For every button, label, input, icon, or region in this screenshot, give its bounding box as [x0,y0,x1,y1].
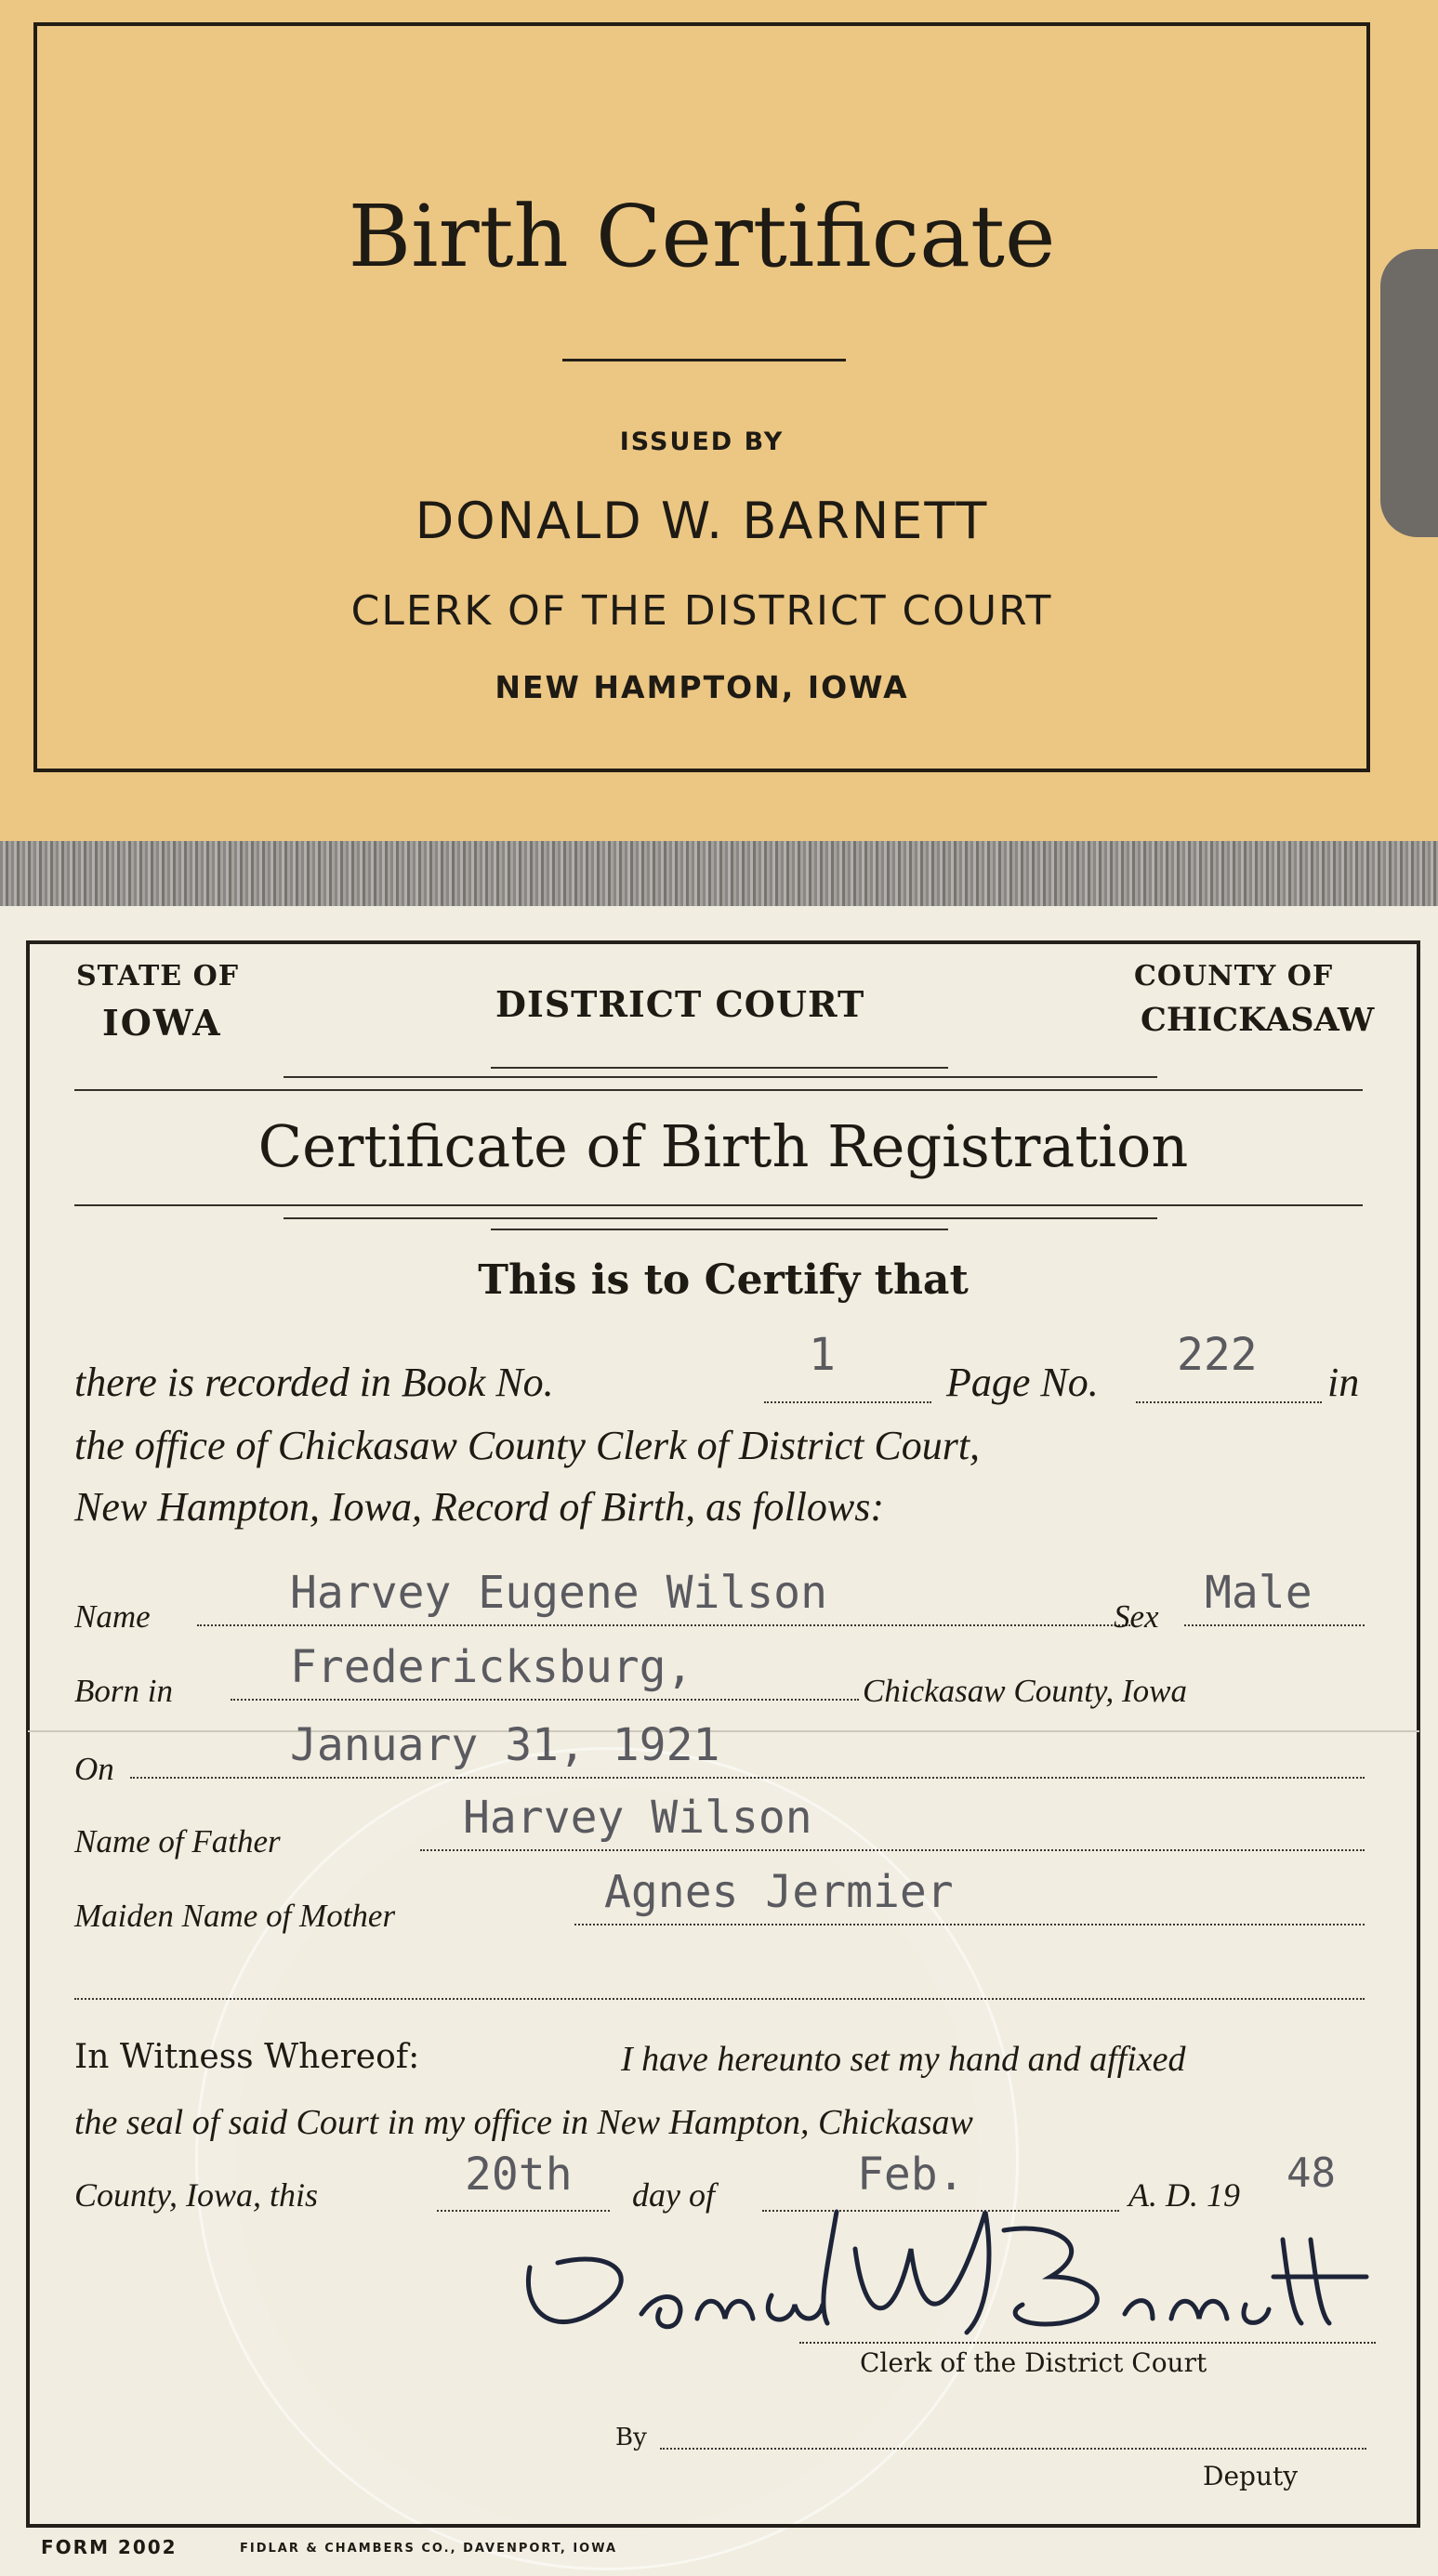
header-rule-1 [284,1076,1157,1078]
in-text: in [1327,1360,1360,1405]
signature [502,2193,1376,2360]
sex-value: Male [1205,1567,1313,1619]
signature-scribble [502,2193,1376,2360]
issuer-title: CLERK OF THE DISTRICT COURT [350,587,1053,635]
county-label: COUNTY OF [1134,960,1334,992]
recorded-prefix: there is recorded in Book No. [74,1360,554,1405]
issuer-name: DONALD W. BARNETT [415,492,989,550]
name-label: Name [74,1598,151,1635]
printer-imprint: FIDLAR & CHAMBERS CO., DAVENPORT, IOWA [240,2542,618,2556]
birth-date-value: January 31, 1921 [290,1719,720,1771]
mother-line [574,1924,1365,1925]
county-value: CHICKASAW [1141,1001,1375,1039]
witness-line-1: I have hereunto set my hand and affixed [621,2040,1186,2079]
office-line-1: the office of Chickasaw County Clerk of District Court, [74,1423,981,1468]
title-rule-2 [284,1217,1157,1219]
certificate-title: Certificate of Birth Registration [257,1112,1189,1180]
office-line-2: New Hampton, Iowa, Record of Birth, as follows: [74,1484,885,1530]
title-rule-top [74,1089,1363,1091]
mother-value: Agnes Jermier [604,1866,954,1918]
day-value: 20th [465,2149,573,2201]
mother-label: Maiden Name of Mother [74,1898,396,1934]
on-line [130,1777,1365,1779]
by-line [660,2448,1366,2450]
deputy-label: Deputy [1203,2461,1299,2491]
witness-line-3: County, Iowa, this [74,2176,319,2214]
born-in-suffix: Chickasaw County, Iowa [863,1673,1188,1709]
state-value: IOWA [102,1002,222,1044]
book-no-line [764,1401,931,1403]
father-label: Name of Father [74,1823,281,1860]
day-of-label: day of [632,2176,715,2214]
envelope-title-rule [562,359,846,361]
witness-line-2: the seal of said Court in my office in New Hampton, Chickasaw [74,2103,973,2142]
by-label: By [615,2424,647,2451]
on-label: On [74,1751,114,1787]
envelope-tab [1380,249,1438,537]
issued-by-label: ISSUED BY [619,427,785,456]
name-line [197,1624,1130,1626]
page-no-value: 222 [1177,1329,1258,1381]
state-label: STATE OF [76,960,240,992]
envelope-border [33,22,1370,772]
signer-title: Clerk of the District Court [860,2347,1207,2378]
certify-line: This is to Certify that [478,1256,969,1304]
signature-line [799,2342,1376,2344]
sex-label: Sex [1114,1598,1159,1635]
background-surface [0,841,1438,906]
issuer-location: NEW HAMPTON, IOWA [495,669,909,705]
page-label: Page No. [946,1360,1099,1405]
witness-lead: In Witness Whereof: [74,2038,420,2076]
blank-line [74,1998,1365,2000]
name-value: Harvey Eugene Wilson [290,1567,827,1619]
title-rule-3 [491,1229,948,1230]
page-no-line [1136,1401,1322,1403]
father-value: Harvey Wilson [463,1792,812,1844]
ad-label: A. D. 19 [1128,2176,1240,2214]
header-rule-2 [491,1067,948,1069]
father-line [420,1849,1365,1851]
born-in-label: Born in [74,1673,173,1709]
born-in-line [231,1699,859,1701]
court-name: DISTRICT COURT [495,983,865,1025]
month-value: Feb. [857,2149,965,2201]
form-number: FORM 2002 [41,2536,178,2558]
book-no-value: 1 [809,1329,836,1381]
title-rule-bottom [74,1204,1363,1206]
born-in-value: Fredericksburg, [290,1641,693,1693]
paper-fold [28,1730,1419,1732]
sex-line [1184,1624,1365,1626]
envelope-title: Birth Certificate [348,187,1056,286]
year-value: 48 [1286,2149,1336,2197]
